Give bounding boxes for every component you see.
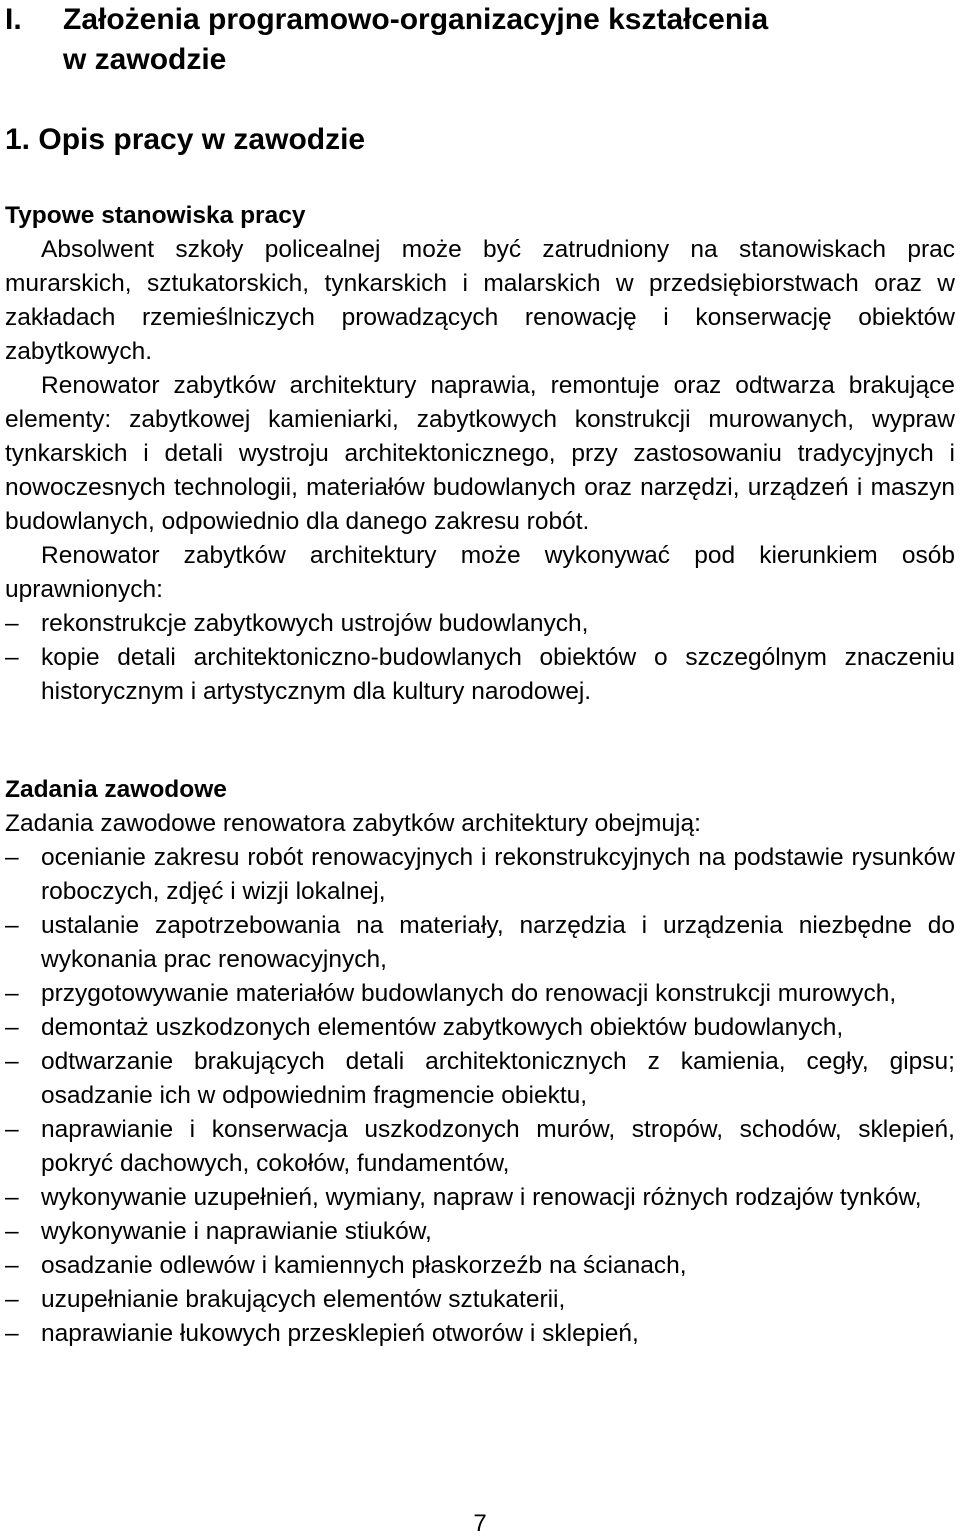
list-item-text: kopie detali architektoniczno-budowlanych obiektów o szczególnym znaczeniu historycznym i artystycznym dla kultury narodowej. bbox=[41, 644, 955, 705]
tasks-list bbox=[5, 841, 955, 1351]
list-item bbox=[5, 641, 955, 709]
list-item bbox=[5, 1215, 955, 1249]
list-item bbox=[5, 1283, 955, 1317]
dash-icon: – bbox=[5, 1252, 19, 1279]
dash-icon: – bbox=[5, 1184, 19, 1211]
tasks-section bbox=[5, 773, 955, 1351]
chapter-title-line1: Założenia programowo-organizacyjne kształcenia bbox=[63, 3, 769, 36]
list-item bbox=[5, 1045, 955, 1113]
list-item-text: ocenianie zakresu robót renowacyjnych i rekonstrukcyjnych na podstawie rysunków roboczych, zdjęć i wizji lokalnej, bbox=[41, 844, 955, 905]
list-item-text: naprawianie i konserwacja uszkodzonych murów, stropów, schodów, sklepień, pokryć dachowych, cokołów, fundamentów, bbox=[41, 1116, 955, 1177]
positions-title: Typowe stanowiska pracy bbox=[5, 202, 306, 229]
dash-icon: – bbox=[5, 912, 19, 939]
page-number: 7 bbox=[473, 1510, 487, 1537]
list-item-text: naprawianie łukowych przesklepień otworów i sklepień, bbox=[41, 1320, 639, 1347]
dash-icon: – bbox=[5, 980, 19, 1007]
list-item-text: osadzanie odlewów i kamiennych płaskorzeźb na ścianach, bbox=[41, 1252, 687, 1279]
dash-icon: – bbox=[5, 1014, 19, 1041]
tasks-title: Zadania zawodowe bbox=[5, 776, 227, 803]
chapter-heading bbox=[5, 0, 955, 80]
positions-section bbox=[5, 199, 955, 709]
dash-icon: – bbox=[5, 1116, 19, 1143]
list-item bbox=[5, 607, 955, 641]
chapter-title-line2: w zawodzie bbox=[63, 43, 227, 76]
tasks-intro: Zadania zawodowe renowatora zabytków architektury obejmują: bbox=[5, 810, 701, 837]
positions-paragraph-1: Absolwent szkoły policealnej może być zatrudniony na stanowiskach prac murarskich, sztukatorskich, tynkarskich i malarskich w przedsiębiorstwach oraz w zakładach rzemieślniczych prowadzących renowację i konserwację obiektów zabytkowych. bbox=[5, 236, 955, 365]
list-item-text: odtwarzanie brakujących detali architektonicznych z kamienia, cegły, gipsu; osadzanie ich w odpowiednim fragmencie obiektu, bbox=[41, 1048, 955, 1109]
dash-icon: – bbox=[5, 844, 19, 871]
list-item-text: uzupełnianie brakujących elementów sztukaterii, bbox=[41, 1286, 566, 1313]
dash-icon: – bbox=[5, 644, 19, 671]
positions-paragraph-3: Renowator zabytków architektury może wykonywać pod kierunkiem osób uprawnionych: bbox=[5, 542, 955, 603]
list-item bbox=[5, 1011, 955, 1045]
list-item-text: wykonywanie i naprawianie stiuków, bbox=[41, 1218, 432, 1245]
dash-icon: – bbox=[5, 1320, 19, 1347]
list-item-text: ustalanie zapotrzebowania na materiały, narzędzia i urządzenia niezbędne do wykonania prac renowacyjnych, bbox=[41, 912, 955, 973]
list-item bbox=[5, 1181, 955, 1215]
positions-paragraph-2: Renowator zabytków architektury naprawia, remontuje oraz odtwarza brakujące elementy: zabytkowej kamieniarki, zabytkowych konstrukcji murowanych, wypraw tynkarskich i detali wystroju architektonicznego, przy zastosowaniu tradycyjnych i nowoczesnych technologii, materiałów budowlanych oraz narzędzi, urządzeń i maszyn budowlanych, odpowiednio dla danego zakresu robót. bbox=[5, 372, 955, 535]
dash-icon: – bbox=[5, 1218, 19, 1245]
list-item bbox=[5, 977, 955, 1011]
section-heading: 1. Opis pracy w zawodzie bbox=[5, 123, 366, 156]
list-item bbox=[5, 1113, 955, 1181]
list-item-text: wykonywanie uzupełnień, wymiany, napraw i renowacji różnych rodzajów tynków, bbox=[41, 1184, 922, 1211]
list-item-text: rekonstrukcje zabytkowych ustrojów budowlanych, bbox=[41, 610, 589, 637]
dash-icon: – bbox=[5, 1286, 19, 1313]
dash-icon: – bbox=[5, 610, 19, 637]
chapter-number: I. bbox=[5, 3, 22, 36]
list-item bbox=[5, 1249, 955, 1283]
list-item bbox=[5, 841, 955, 909]
list-item-text: demontaż uszkodzonych elementów zabytkowych obiektów budowlanych, bbox=[41, 1014, 844, 1041]
list-item bbox=[5, 1317, 955, 1351]
list-item bbox=[5, 909, 955, 977]
list-item-text: przygotowywanie materiałów budowlanych do renowacji konstrukcji murowych, bbox=[41, 980, 897, 1007]
dash-icon: – bbox=[5, 1048, 19, 1075]
positions-list bbox=[5, 607, 955, 709]
